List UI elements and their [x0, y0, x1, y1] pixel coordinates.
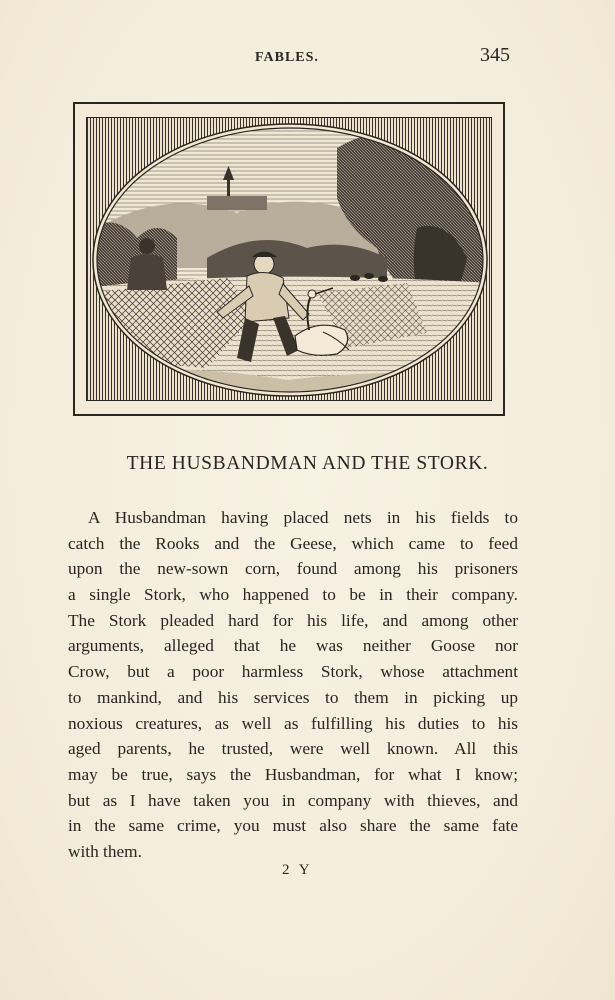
text-line: upon the new-sown corn, found among his prisoners	[68, 559, 518, 579]
text-line: catch the Rooks and the Geese, which came to feed	[68, 533, 518, 553]
text-line: in the same crime, you must also share the same fate	[68, 816, 518, 836]
text-line: may be true, says the Husbandman, for what I know;	[68, 764, 518, 784]
page-number: 345	[480, 44, 510, 66]
text-line: with them.	[68, 841, 142, 861]
fable-title: THE HUSBANDMAN AND THE STORK.	[126, 453, 489, 474]
text-line: but as I have taken you in company with thieves, and	[68, 790, 518, 810]
fable-body	[68, 505, 518, 865]
running-head: FABLES.	[255, 50, 319, 65]
text-line: noxious creatures, as well as fulfilling his duties to his	[68, 713, 518, 733]
text-line: to mankind, and his services to them in picking up	[68, 687, 518, 707]
engraving-scene	[87, 118, 492, 401]
text-line: a single Stork, who happened to be in their company.	[68, 585, 518, 605]
text-line: A Husbandman having placed nets in his fields to	[88, 508, 518, 527]
text-line: The Stork pleaded hard for his life, and among other	[68, 610, 518, 630]
text-line: Crow, but a poor harmless Stork, whose attachment	[68, 662, 518, 682]
engraving-frame	[86, 117, 492, 401]
signature-mark: 2 Y	[282, 862, 313, 878]
text-line: aged parents, he trusted, were well known. All this	[68, 739, 518, 759]
text-line: arguments, alleged that he was neither Goose nor	[68, 636, 518, 656]
engraving-illustration	[73, 102, 505, 416]
page-header	[0, 44, 615, 70]
